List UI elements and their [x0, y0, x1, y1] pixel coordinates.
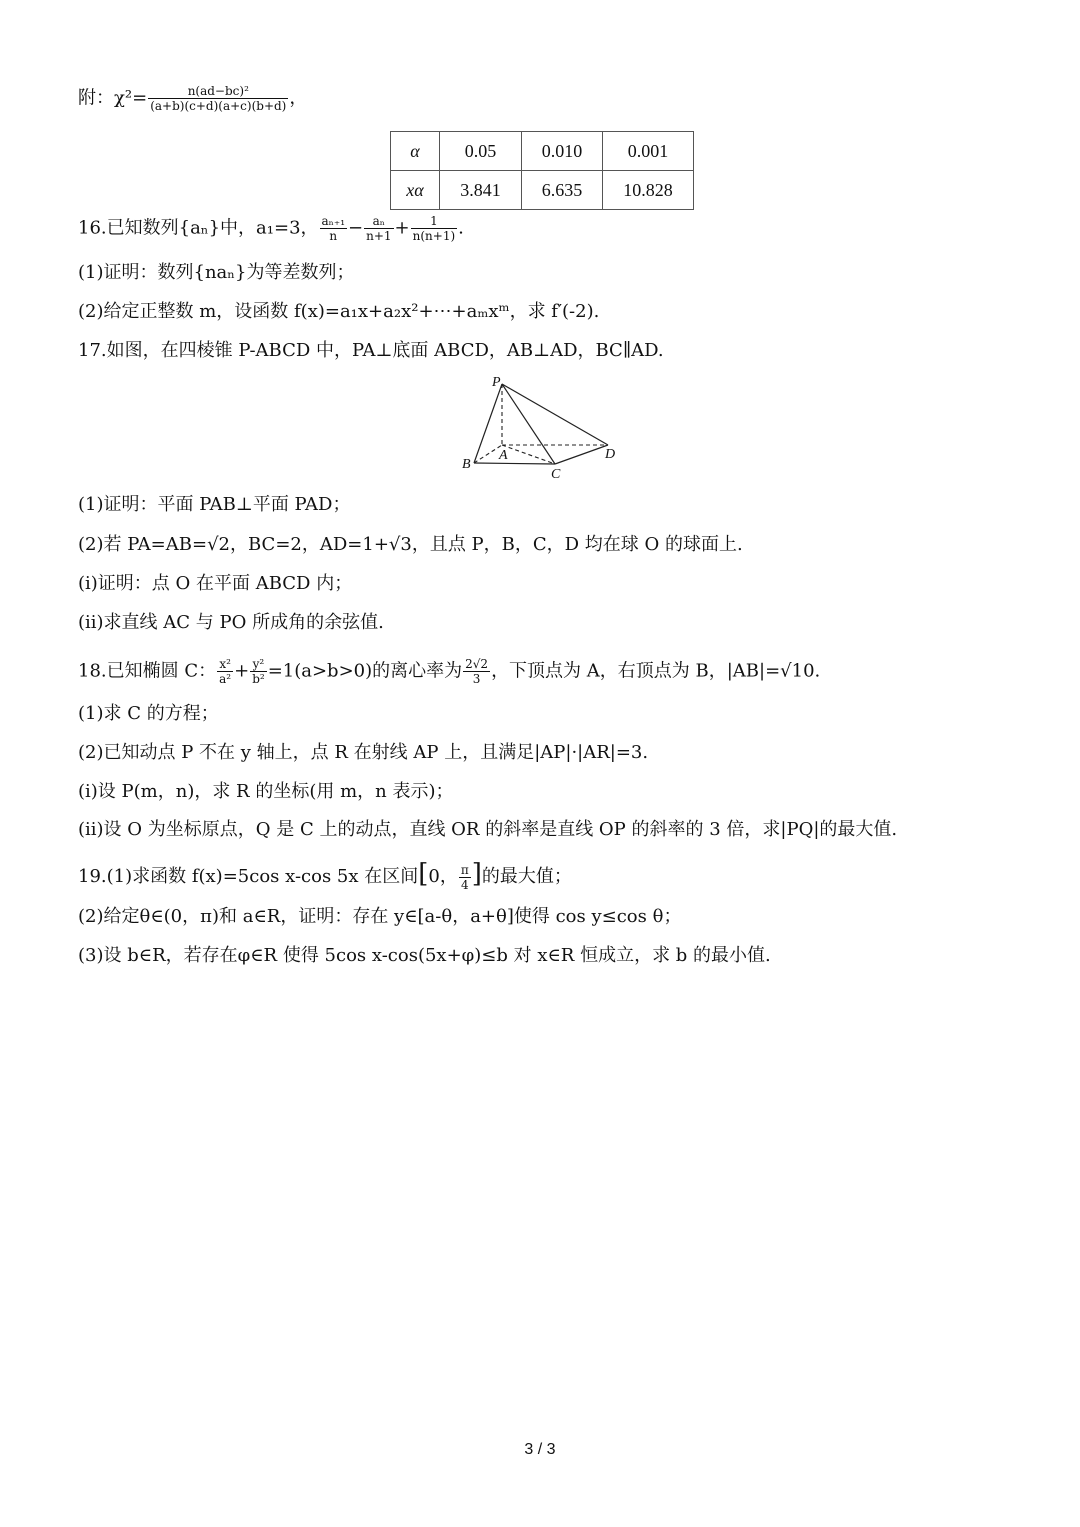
fraction-denominator: b²: [252, 672, 265, 686]
q19-stem: [78, 859, 572, 892]
q16-fraction-2: [364, 214, 393, 243]
table-row: [391, 132, 694, 171]
q17-stem: 17.如图，在四棱锥 P-ABCD 中，PA⊥底面 ABCD，AB⊥AD，BC∥AD.: [78, 340, 664, 361]
q17-part2: (2)若 PA=AB=√2，BC=2，AD=1+√3，且点 P，B，C，D 均在球 O 的球面上.: [78, 534, 743, 555]
fraction-denominator: n: [320, 228, 348, 243]
q18-tail: ，下顶点为 A，右顶点为 B，|AB|=√10.: [491, 660, 821, 682]
label-d: D: [605, 447, 616, 462]
label-b: B: [462, 457, 471, 472]
table-cell: xα: [391, 171, 440, 210]
plus-sign: +: [234, 660, 250, 682]
table-cell: 3.841: [440, 171, 522, 210]
edge-bc: [474, 463, 555, 464]
fraction-denominator: n+1: [366, 229, 392, 243]
edge-pc: [502, 384, 555, 464]
minus-sign: −: [348, 217, 364, 239]
q16-end: .: [458, 217, 464, 239]
fraction-numerator: aₙ₊₁: [321, 214, 346, 228]
table-cell: 10.828: [603, 171, 694, 210]
q19-lead: 19.(1)求函数 f(x)=5cos x-cos 5x 在区间: [78, 866, 419, 887]
edge-pb: [474, 384, 502, 463]
fraction-denominator: n(n+1): [412, 229, 456, 243]
q18-mid: =1(a>b>0)的离心率为: [267, 660, 463, 682]
fraction-denominator: a²: [219, 672, 232, 686]
fraction-numerator: x²: [219, 657, 231, 671]
edge-pd: [502, 384, 608, 445]
edge-ba: [474, 445, 502, 463]
edge-cd: [555, 445, 608, 464]
plus-sign: +: [394, 217, 410, 239]
pyramid-figure: [458, 374, 628, 484]
critical-value-table: [390, 131, 694, 210]
fraction-numerator: aₙ: [372, 214, 386, 228]
q17-part2-i: (i)证明：点 O 在平面 ABCD 内；: [78, 573, 353, 594]
label-p: P: [492, 375, 501, 390]
q18-part2-i: (i)设 P(m，n)，求 R 的坐标(用 m，n 表示)；: [78, 781, 454, 802]
q18-fraction-y: [250, 657, 267, 686]
fraction-denominator: 4: [459, 877, 471, 892]
table-cell: 0.010: [522, 132, 603, 171]
q17-part2-ii: (ii)求直线 AC 与 PO 所成角的余弦值.: [78, 612, 384, 633]
interval-open-bracket: [: [418, 859, 429, 889]
chi-square-formula: [78, 84, 307, 113]
q16-part1: (1)证明：数列{naₙ}为等差数列；: [78, 262, 355, 283]
appendix-lead: 附：χ²=: [78, 87, 148, 109]
q18-eccentricity-fraction: [463, 657, 490, 686]
q18-part2-ii: (ii)设 O 为坐标原点，Q 是 C 上的动点，直线 OR 的斜率是直线 OP 的斜率的 3 倍，求|PQ|的最大值.: [78, 819, 898, 840]
chi-square-numerator: n(ad−bc)²: [187, 84, 249, 98]
table-cell: α: [391, 132, 440, 171]
q16-part2: (2)给定正整数 m，设函数 f(x)=a₁x+a₂x²+⋯+aₘxᵐ，求 f′(-2).: [78, 301, 600, 322]
q19-part2: (2)给定θ∈(0，π)和 a∈R，证明：存在 y∈[a-θ，a+θ]使得 cos y≤cos θ；: [78, 906, 682, 927]
interval-close-bracket: ]: [471, 859, 482, 889]
fraction-denominator: 3: [463, 671, 490, 686]
q16-fraction-3: [411, 214, 458, 243]
q19-part3: (3)设 b∈R，若存在φ∈R 使得 5cos x-cos(5x+φ)≤b 对 x∈R 恒成立，求 b 的最小值.: [78, 945, 771, 966]
edge-ac: [502, 445, 555, 464]
q18-fraction-x: [217, 657, 233, 686]
fraction-numerator: 2√2: [465, 657, 489, 671]
q16-stem: [78, 214, 464, 243]
interval-start: 0，: [428, 866, 458, 887]
fraction-numerator: 1: [430, 214, 438, 228]
fraction-numerator: y²: [252, 657, 265, 671]
chi-square-fraction: [148, 84, 288, 113]
q16-fraction-1: [320, 214, 348, 243]
q18-stem: [78, 657, 820, 686]
table-cell: 6.635: [522, 171, 603, 210]
page-number: 3 / 3: [524, 1441, 556, 1458]
table-cell: 0.001: [603, 132, 694, 171]
table-row: [391, 171, 694, 210]
label-c: C: [551, 467, 561, 482]
appendix-tail: ，: [289, 87, 308, 109]
label-a: A: [499, 448, 508, 463]
fraction-numerator: π: [460, 862, 469, 877]
q19-tail: 的最大值；: [481, 866, 572, 887]
q17-part1: (1)证明：平面 PAB⊥平面 PAD；: [78, 494, 351, 515]
q18-lead: 18.已知椭圆 C：: [78, 660, 217, 682]
table-cell: 0.05: [440, 132, 522, 171]
q18-part2: (2)已知动点 P 不在 y 轴上，点 R 在射线 AP 上，且满足|AP|·|AR|=3.: [78, 742, 649, 763]
q16-lead: 16.已知数列{aₙ}中，a₁=3，: [78, 217, 319, 239]
chi-square-denominator: (a+b)(c+d)(a+c)(b+d): [150, 99, 287, 113]
q19-interval-fraction: [459, 863, 471, 892]
q18-part1: (1)求 C 的方程；: [78, 703, 219, 724]
